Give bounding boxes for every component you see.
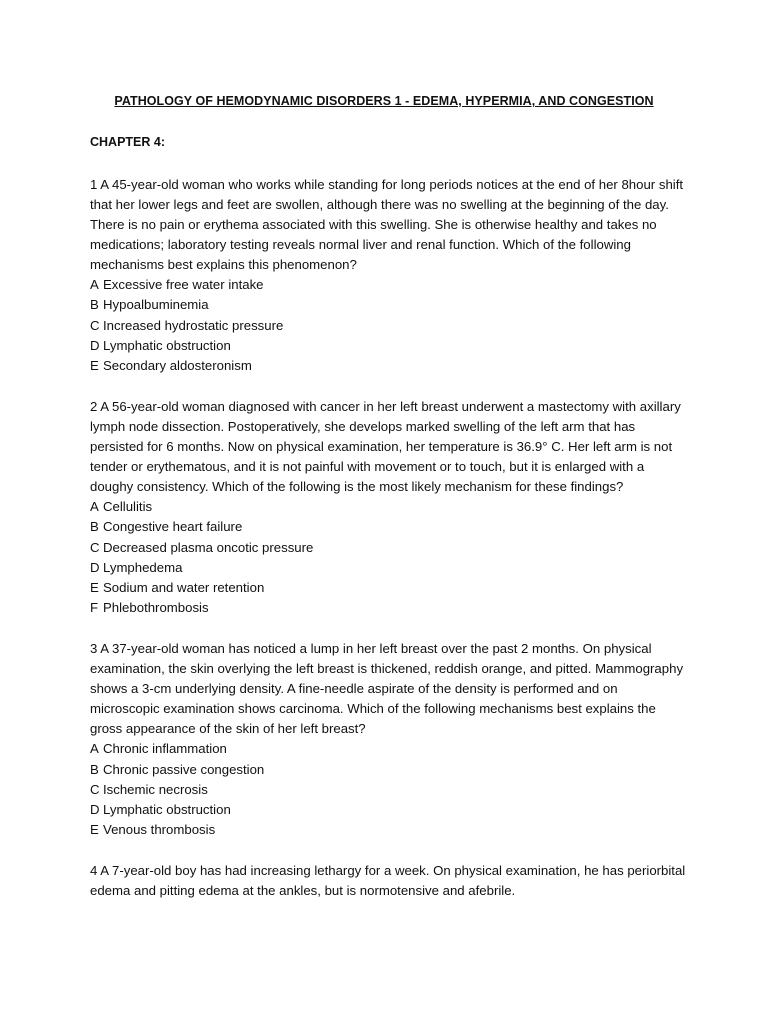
- option-letter: C: [90, 539, 100, 555]
- option-letter: C: [90, 781, 100, 797]
- option-letter: E: [90, 580, 99, 596]
- option-text: Lymphatic obstruction: [103, 337, 231, 353]
- option-text: Lymphedema: [103, 559, 183, 575]
- answer-option: [90, 356, 690, 376]
- option-letter: C: [90, 317, 100, 333]
- option-letter: A: [90, 277, 99, 292]
- answer-option: [90, 820, 690, 840]
- option-text: Congestive heart failure: [103, 519, 243, 535]
- question-stem: 3 A 37-year-old woman has noticed a lump in her left breast over the past 2 months. On physical examination, the skin overlying the left breast is thickened, reddish orange, and pitted. Mammography shows a 3-cm underlying density. A fine-needle aspirate of the density is performed and on microscopic examination shows carcinoma. Which of the following mechanisms best explains the gross appearance of the skin of her left breast?: [90, 641, 684, 737]
- option-text: Chronic passive congestion: [103, 761, 265, 777]
- option-letter: B: [90, 297, 99, 313]
- option-text: Sodium and water retention: [103, 580, 265, 596]
- answer-option: [90, 538, 690, 558]
- answer-option: [90, 316, 690, 336]
- option-text: Cellulitis: [103, 498, 153, 514]
- answer-option: [90, 578, 690, 598]
- answer-option: [90, 780, 690, 800]
- answer-option: [90, 558, 690, 578]
- option-letter: B: [90, 519, 99, 535]
- option-letter: D: [90, 802, 100, 818]
- answer-option: [90, 739, 690, 759]
- option-text: Phlebothrombosis: [103, 600, 209, 616]
- answer-option: [90, 275, 690, 295]
- document-title: PATHOLOGY OF HEMODYNAMIC DISORDERS 1 - EDEMA, HYPERMIA, AND CONGESTION: [114, 94, 654, 108]
- chapter-heading: CHAPTER 4:: [90, 135, 166, 149]
- answer-option: [90, 517, 690, 537]
- option-letter: D: [90, 337, 100, 353]
- option-text: Decreased plasma oncotic pressure: [103, 539, 314, 555]
- option-text: Secondary aldosteronism: [103, 358, 252, 374]
- option-letter: A: [90, 741, 99, 757]
- option-letter: F: [90, 600, 99, 616]
- option-letter: E: [90, 822, 99, 838]
- question-list: [90, 175, 690, 922]
- question-stem: 4 A 7-year-old boy has had increasing lethargy for a week. On physical examination, he has periorbital edema and pitting edema at the ankles, but is normotensive and afebrile.: [90, 863, 686, 899]
- question-block: [90, 639, 690, 840]
- option-text: Excessive free water intake: [103, 277, 264, 292]
- question-stem: 2 A 56-year-old woman diagnosed with cancer in her left breast underwent a mastectomy with axillary lymph node dissection. Postoperatively, she develops marked swelling of the left arm that has persisted for 6 months. Now on physical examination, her temperature is 36.9° C. Her left arm is not tender or erythematous, and it is not painful with movement or to touch, but it is enlarged with a doughy consistency. Which of the following is the most likely mechanism for these findings?: [90, 398, 681, 494]
- answer-option: [90, 497, 690, 517]
- option-text: Chronic inflammation: [103, 741, 227, 757]
- option-text: Ischemic necrosis: [103, 781, 208, 797]
- option-text: Increased hydrostatic pressure: [103, 317, 284, 333]
- option-letter: A: [90, 498, 99, 514]
- answer-option: [90, 800, 690, 820]
- answer-option: [90, 760, 690, 780]
- option-letter: B: [90, 761, 99, 777]
- answer-option: [90, 336, 690, 356]
- question-block: [90, 397, 690, 619]
- question-stem: 1 A 45-year-old woman who works while standing for long periods notices at the end of her 8hour shift that her lower legs and feet are swollen, although there was no swelling at the beginning of the day. There is no pain or erythema associated with this swelling. She is otherwise healthy and takes no medications; laboratory testing reveals normal liver and renal function. Which of the following mechanisms best explains this phenomenon?: [90, 177, 684, 272]
- option-letter: E: [90, 358, 99, 374]
- option-text: Venous thrombosis: [103, 822, 216, 838]
- question-block: [90, 861, 690, 901]
- option-text: Lymphatic obstruction: [103, 802, 231, 818]
- answer-option: [90, 598, 690, 618]
- answer-option: [90, 295, 690, 315]
- option-text: Hypoalbuminemia: [103, 297, 209, 313]
- question-block: [90, 175, 690, 376]
- option-letter: D: [90, 559, 100, 575]
